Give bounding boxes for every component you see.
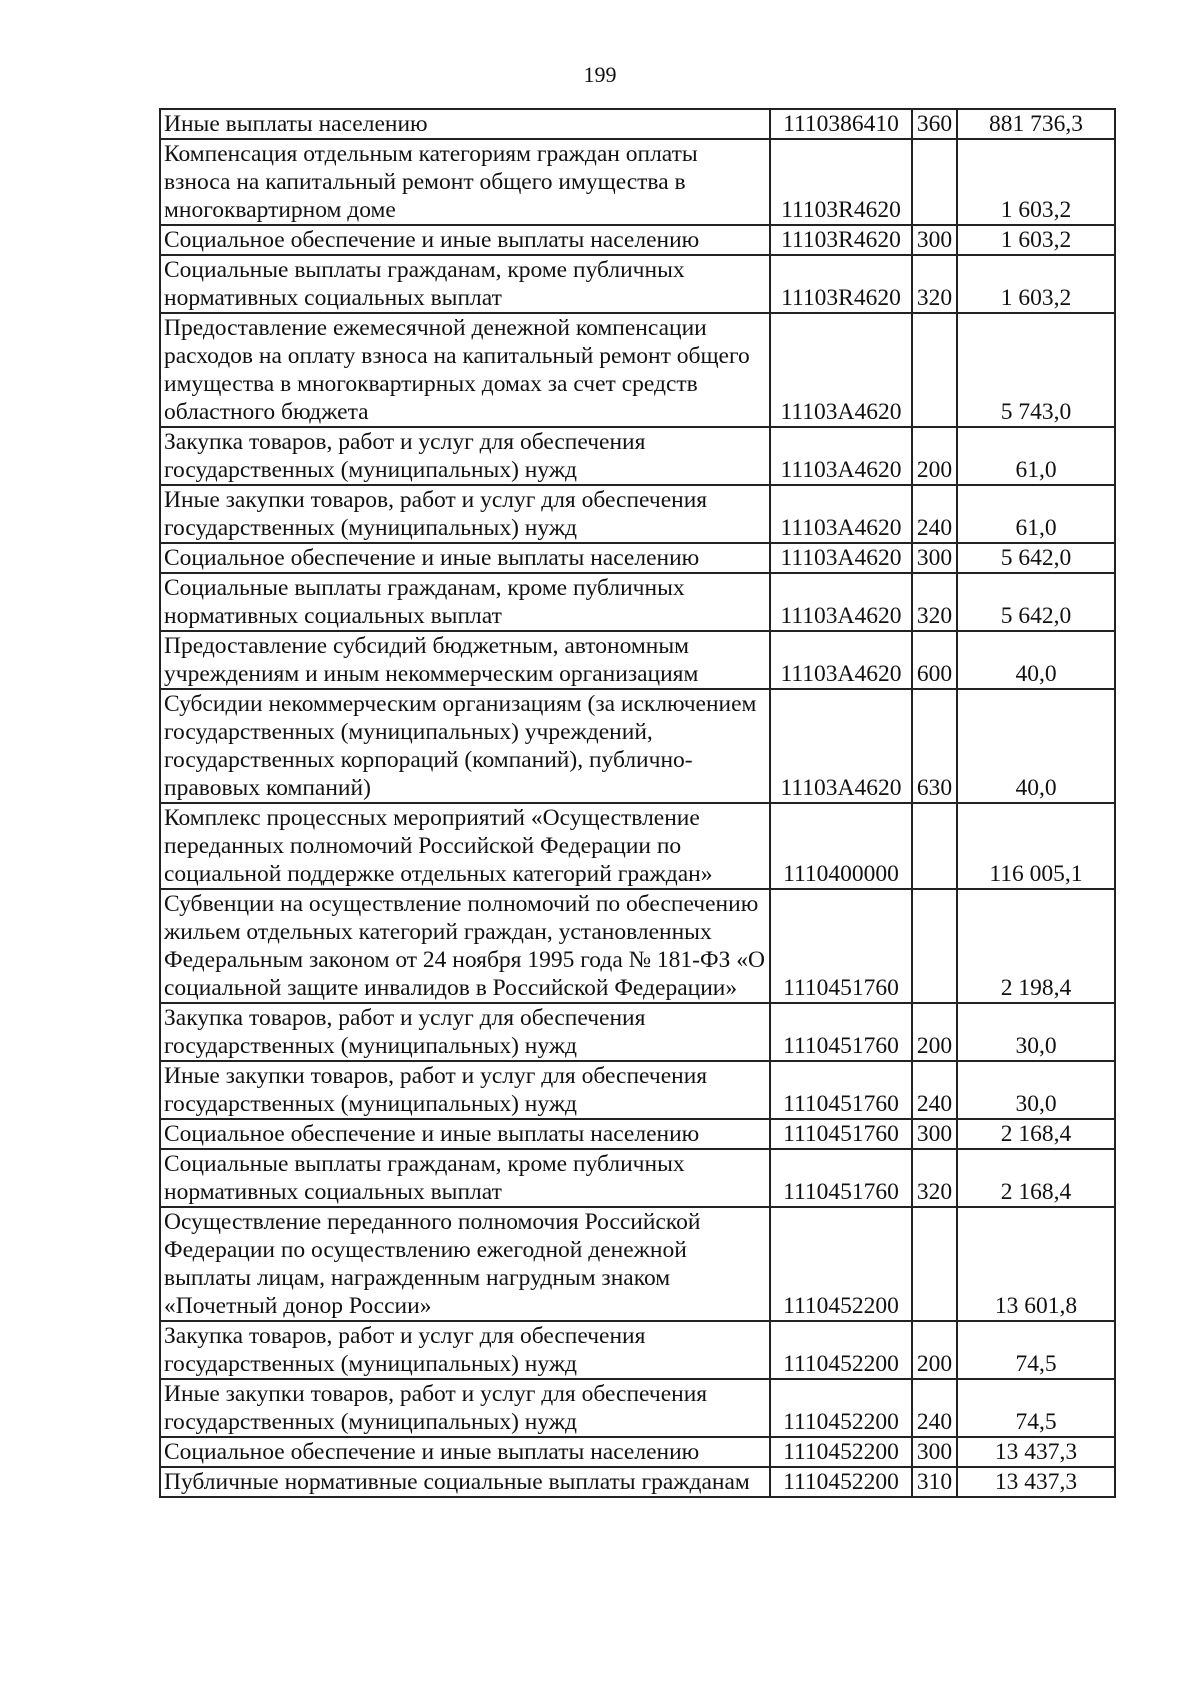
row-code-cell: 1110386410 — [770, 109, 912, 139]
row-type-cell: 200 — [912, 427, 957, 485]
table-row — [160, 225, 1115, 255]
row-type-cell: 200 — [912, 1321, 957, 1379]
row-type-cell: 300 — [912, 543, 957, 573]
row-code-cell: 11103А4620 — [770, 689, 912, 803]
row-name-cell: Иные закупки товаров, работ и услуг для обеспечения государственных (муниципальных) нужд — [160, 485, 770, 543]
row-code-cell: 11103А4620 — [770, 573, 912, 631]
table-row — [160, 689, 1115, 803]
table-row — [160, 139, 1115, 225]
row-sum-cell: 2 168,4 — [957, 1119, 1115, 1149]
row-type-cell — [912, 139, 957, 225]
row-name-cell: Социальные выплаты гражданам, кроме публичных нормативных социальных выплат — [160, 255, 770, 313]
row-code-cell: 1110452200 — [770, 1467, 912, 1497]
row-name-cell: Предоставление ежемесячной денежной компенсации расходов на оплату взноса на капитальный ремонт общего имущества в многоквартирных домах за счет средств областного бюджета — [160, 313, 770, 427]
row-name-cell: Социальное обеспечение и иные выплаты населению — [160, 543, 770, 573]
table-row — [160, 1119, 1115, 1149]
row-code-cell: 1110451760 — [770, 1003, 912, 1061]
row-code-cell: 11103R4620 — [770, 139, 912, 225]
budget-table — [159, 108, 1116, 1498]
table-row — [160, 1467, 1115, 1497]
row-sum-cell: 1 603,2 — [957, 255, 1115, 313]
row-sum-cell: 1 603,2 — [957, 139, 1115, 225]
row-code-cell: 11103R4620 — [770, 255, 912, 313]
row-type-cell: 240 — [912, 1061, 957, 1119]
row-name-cell: Иные закупки товаров, работ и услуг для обеспечения государственных (муниципальных) нужд — [160, 1379, 770, 1437]
row-name-cell: Иные закупки товаров, работ и услуг для обеспечения государственных (муниципальных) нужд — [160, 1061, 770, 1119]
row-type-cell: 360 — [912, 109, 957, 139]
table-row — [160, 573, 1115, 631]
row-name-cell: Субсидии некоммерческим организациям (за исключением государственных (муниципальных) учреждений, государственных корпораций (компаний), публично-правовых компаний) — [160, 689, 770, 803]
row-sum-cell: 13 601,8 — [957, 1207, 1115, 1321]
row-name-cell: Социальное обеспечение и иные выплаты населению — [160, 225, 770, 255]
row-sum-cell: 116 005,1 — [957, 803, 1115, 889]
row-type-cell: 300 — [912, 225, 957, 255]
row-code-cell: 11103А4620 — [770, 485, 912, 543]
row-name-cell: Социальное обеспечение и иные выплаты населению — [160, 1119, 770, 1149]
row-name-cell: Комплекс процессных мероприятий «Осуществление переданных полномочий Российской Федерации по социальной поддержке отдельных категорий граждан» — [160, 803, 770, 889]
row-code-cell: 1110451760 — [770, 1149, 912, 1207]
table-row — [160, 1003, 1115, 1061]
row-type-cell: 600 — [912, 631, 957, 689]
row-sum-cell: 40,0 — [957, 631, 1115, 689]
row-type-cell: 240 — [912, 485, 957, 543]
row-code-cell: 1110452200 — [770, 1207, 912, 1321]
table-row — [160, 889, 1115, 1003]
row-sum-cell: 13 437,3 — [957, 1467, 1115, 1497]
row-code-cell: 11103А4620 — [770, 313, 912, 427]
row-name-cell: Осуществление переданного полномочия Российской Федерации по осуществлению ежегодной денежной выплаты лицам, награжденным нагрудным знаком «Почетный донор России» — [160, 1207, 770, 1321]
row-type-cell: 240 — [912, 1379, 957, 1437]
row-code-cell: 1110452200 — [770, 1379, 912, 1437]
row-name-cell: Закупка товаров, работ и услуг для обеспечения государственных (муниципальных) нужд — [160, 427, 770, 485]
row-type-cell: 320 — [912, 1149, 957, 1207]
row-name-cell: Социальное обеспечение и иные выплаты населению — [160, 1437, 770, 1467]
table-row — [160, 313, 1115, 427]
row-type-cell: 310 — [912, 1467, 957, 1497]
row-sum-cell: 13 437,3 — [957, 1437, 1115, 1467]
row-sum-cell: 5 642,0 — [957, 543, 1115, 573]
row-name-cell: Социальные выплаты гражданам, кроме публичных нормативных социальных выплат — [160, 1149, 770, 1207]
row-sum-cell: 40,0 — [957, 689, 1115, 803]
table-row — [160, 485, 1115, 543]
table-row — [160, 1207, 1115, 1321]
row-name-cell: Компенсация отдельным категориям граждан оплаты взноса на капитальный ремонт общего имущества в многоквартирном доме — [160, 139, 770, 225]
row-type-cell: 320 — [912, 255, 957, 313]
row-sum-cell: 30,0 — [957, 1003, 1115, 1061]
row-code-cell: 1110451760 — [770, 889, 912, 1003]
row-code-cell: 11103А4620 — [770, 427, 912, 485]
table-row — [160, 1379, 1115, 1437]
row-code-cell: 1110400000 — [770, 803, 912, 889]
table-row — [160, 1321, 1115, 1379]
row-code-cell: 1110451760 — [770, 1061, 912, 1119]
row-name-cell: Субвенции на осуществление полномочий по обеспечению жильем отдельных категорий граждан, установленных Федеральным законом от 24 ноября 1995 года № 181-ФЗ «О социальной защите инвалидов в Российской Федерации» — [160, 889, 770, 1003]
table-row — [160, 631, 1115, 689]
row-sum-cell: 5 743,0 — [957, 313, 1115, 427]
row-name-cell: Предоставление субсидий бюджетным, автономным учреждениям и иным некоммерческим организациям — [160, 631, 770, 689]
row-sum-cell: 30,0 — [957, 1061, 1115, 1119]
row-name-cell: Закупка товаров, работ и услуг для обеспечения государственных (муниципальных) нужд — [160, 1321, 770, 1379]
row-type-cell — [912, 1207, 957, 1321]
row-code-cell: 1110452200 — [770, 1321, 912, 1379]
row-sum-cell: 881 736,3 — [957, 109, 1115, 139]
budget-table-body — [160, 109, 1115, 1497]
row-type-cell — [912, 313, 957, 427]
row-code-cell: 11103R4620 — [770, 225, 912, 255]
table-row — [160, 1061, 1115, 1119]
table-row — [160, 109, 1115, 139]
table-row — [160, 1149, 1115, 1207]
row-sum-cell: 74,5 — [957, 1379, 1115, 1437]
row-type-cell — [912, 889, 957, 1003]
row-sum-cell: 2 168,4 — [957, 1149, 1115, 1207]
row-code-cell: 1110452200 — [770, 1437, 912, 1467]
row-type-cell: 320 — [912, 573, 957, 631]
row-type-cell: 300 — [912, 1437, 957, 1467]
row-code-cell: 1110451760 — [770, 1119, 912, 1149]
table-row — [160, 543, 1115, 573]
row-type-cell: 630 — [912, 689, 957, 803]
row-type-cell: 200 — [912, 1003, 957, 1061]
page-number: 199 — [583, 62, 617, 87]
row-sum-cell: 61,0 — [957, 485, 1115, 543]
table-row — [160, 803, 1115, 889]
row-type-cell: 300 — [912, 1119, 957, 1149]
table-row — [160, 1437, 1115, 1467]
table-row — [160, 255, 1115, 313]
row-code-cell: 11103А4620 — [770, 543, 912, 573]
row-sum-cell: 5 642,0 — [957, 573, 1115, 631]
row-type-cell — [912, 803, 957, 889]
row-name-cell: Иные выплаты населению — [160, 109, 770, 139]
row-name-cell: Социальные выплаты гражданам, кроме публичных нормативных социальных выплат — [160, 573, 770, 631]
row-code-cell: 11103А4620 — [770, 631, 912, 689]
row-sum-cell: 1 603,2 — [957, 225, 1115, 255]
table-row — [160, 427, 1115, 485]
row-sum-cell: 74,5 — [957, 1321, 1115, 1379]
row-name-cell: Закупка товаров, работ и услуг для обеспечения государственных (муниципальных) нужд — [160, 1003, 770, 1061]
row-name-cell: Публичные нормативные социальные выплаты гражданам — [160, 1467, 770, 1497]
row-sum-cell: 2 198,4 — [957, 889, 1115, 1003]
row-sum-cell: 61,0 — [957, 427, 1115, 485]
